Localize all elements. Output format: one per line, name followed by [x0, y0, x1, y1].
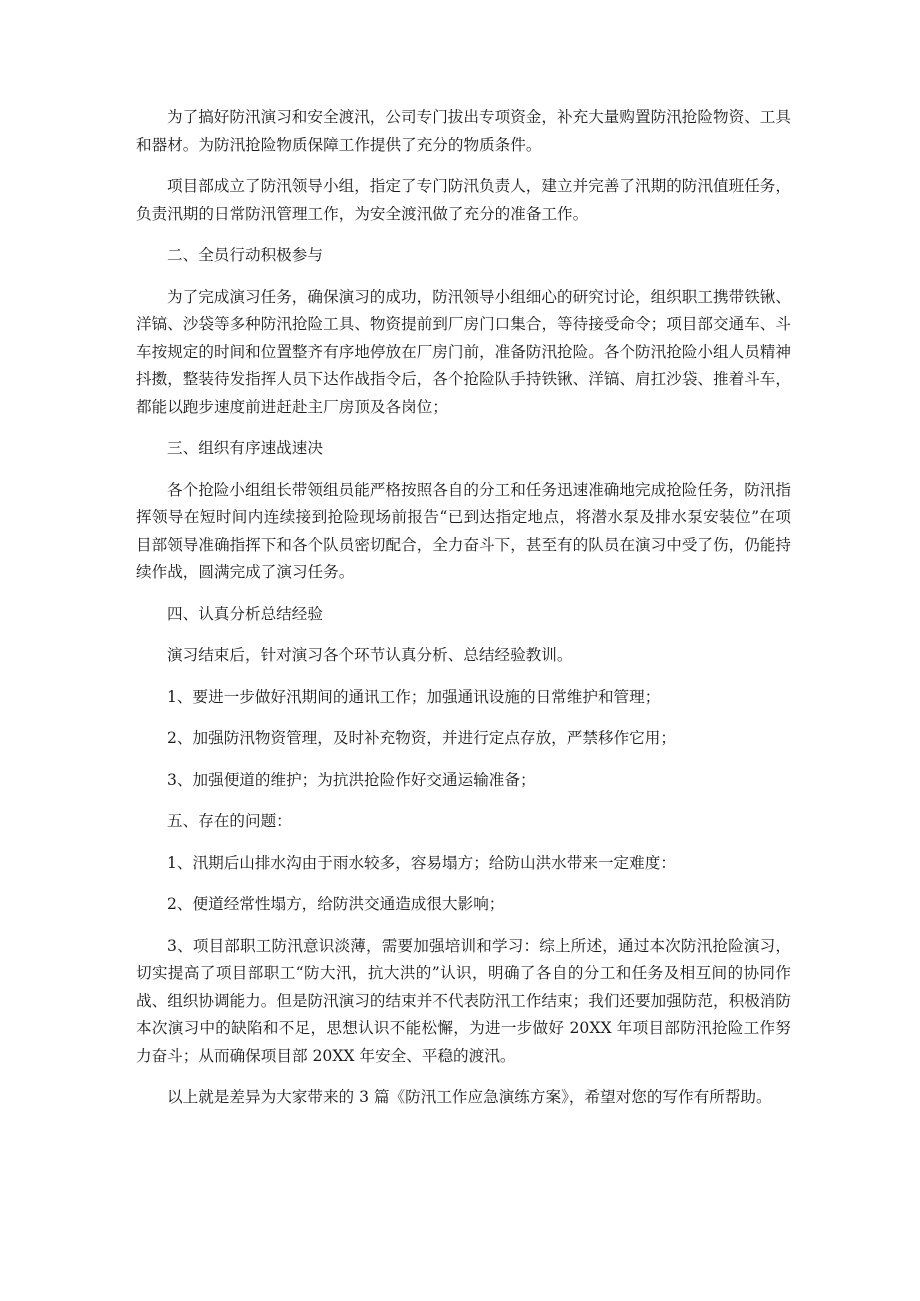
- paragraph-leadership-group: 项目部成立了防汛领导小组，指定了专门防汛负责人，建立并完善了汛期的防汛值班任务，负责汛期的日常防汛管理工作，为安全渡汛做了充分的准备工作。: [136, 177, 791, 223]
- lesson-item-2: 2、加强防汛物资管理，及时补充物资，并进行定点存放，严禁移作它用；: [167, 729, 676, 747]
- paragraph-rescue-execution: 各个抢险小组组长带领组员能严格按照各自的分工和任务迅速准确地完成抢险任务，防汛指挥领导在短时间内连续接到抢险现场前报告“已到达指定地点，将潜水泵及排水泵安装位”在项目部领导准确指挥下和各个队员密切配合，全力奋斗下，甚至有的队员在演习中受了伤，仍能持续作战，圆满完成了演习任务。: [136, 480, 791, 581]
- lesson-item-3: 3、加强便道的维护；为抗洪抢险作好交通运输准备；: [167, 770, 536, 789]
- lesson-item-1: 1、要进一步做好汛期间的通讯工作；加强通讯设施的日常维护和管理；: [167, 687, 661, 706]
- problem-item-2: 2、便道经常性塌方，给防洪交通造成很大影响；: [167, 895, 505, 913]
- section-heading-2: 二、全员行动积极参与: [167, 246, 323, 264]
- problem-item-1: 1、汛期后山排水沟由于雨水较多，容易塌方；给防山洪水带来一定难度：: [167, 853, 676, 872]
- paragraph-funding: 为了搞好防汛演习和安全渡汛，公司专门拔出专项资金，补充大量购置防汛抢险物资、工具和器材。为防汛抢险物质保障工作提供了充分的物质条件。: [136, 108, 791, 154]
- problem-item-3-conclusion: 3、项目部职工防汛意识淡薄，需要加强培训和学习：综上所述，通过本次防汛抢险演习，切实提高了项目部职工“防大汛，抗大洪的”认识，明确了各自的分工和任务及相互间的协同作战、组织协调能力。但是防汛演习的结束并不代表防汛工作结束；我们还要加强防范，积极消防本次演习中的缺陷和不足，思想认识不能松懈，为进一步做好 20XX 年项目部防汛抢险工作努力奋斗；从而确保项目部 20XX 年安全、平稳的渡汛。: [136, 936, 791, 1065]
- closing-note: 以上就是差异为大家带来的 3 篇《防汛工作应急演练方案》，希望对您的写作有所帮助。: [167, 1088, 772, 1106]
- section-heading-5: 五、存在的问题：: [167, 812, 292, 830]
- paragraph-summary-intro: 演习结束后，针对演习各个环节认真分析、总结经验教训。: [167, 646, 573, 664]
- section-heading-4: 四、认真分析总结经验: [167, 604, 323, 623]
- paragraph-drill-preparation: 为了完成演习任务，确保演习的成功，防汛领导小组细心的研究讨论，组织职工携带铁锹、洋镐、沙袋等多种防汛抢险工具、物资提前到厂房门口集合，等待接受命令；项目部交通车、斗车按规定的时间和位置整齐有序地停放在厂房门前，准备防汛抢险。各个防汛抢险小组人员精神抖擞，整装待发指挥人员下达作战指令后，各个抢险队手持铁锹、洋镐、肩扛沙袋、推着斗车，都能以跑步速度前进赶赴主厂房顶及各岗位；: [136, 287, 791, 416]
- section-heading-3: 三、组织有序速战速决: [167, 439, 323, 457]
- document-body: [136, 104, 791, 1126]
